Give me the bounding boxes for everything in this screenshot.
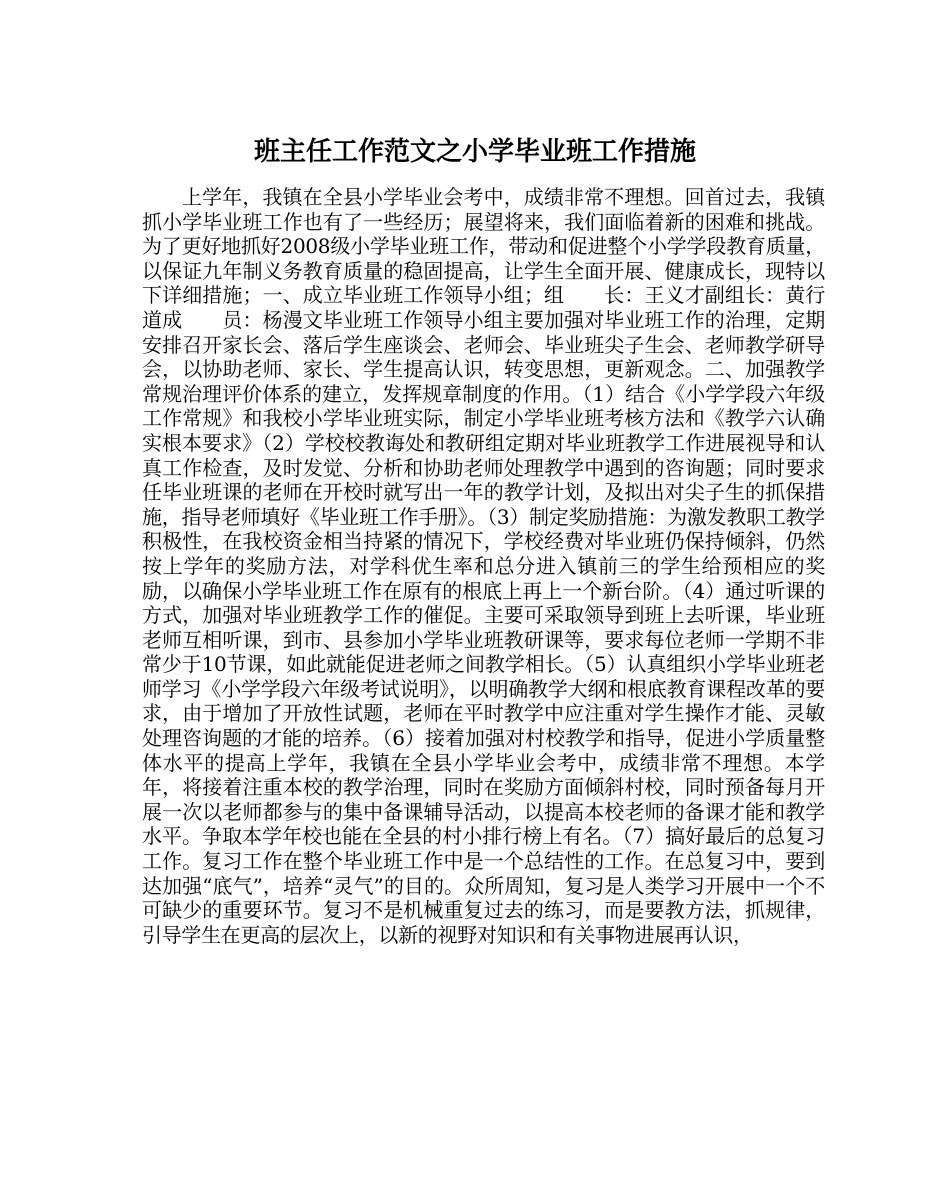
document-title: 班主任工作范文之小学毕业班工作措施: [253, 137, 696, 167]
document-body-paragraph: 上学年，我镇在全县小学毕业会考中，成绩非常不理想。回首过去，我镇抓小学毕业班工作也有了一些经历；展望将来，我们面临着新的困难和挑战。为了更好地抓好2008级小学毕业班工作，带动和促进整个小学学段教育质量，以保证九年制义务教育质量的稳固提高，让学生全面开展、健康成长，现特以下详细措施；一、成立毕业班工作领导小组；组 长：王义才副组长：黄行道成 员：杨漫文毕业班工作领导小组主要加强对毕业班工作的治理，定期安排召开家长会、落后学生座谈会、老师会、毕业班尖子生会、老师教学研导会，以协助老师、家长、学生提高认识，转变思想，更新观念。二、加强教学常规治理评价体系的建立，发挥规章制度的作用。（1）结合《小学学段六年级工作常规》和我校小学毕业班实际，制定小学毕业班考核方法和《教学六认确实根本要求》（2）学校校教诲处和教研组定期对毕业班教学工作进展视导和认真工作检查，及时发觉、分析和协助老师处理教学中遇到的咨询题；同时要求任毕业班课的老师在开校时就写出一年的教学计划，及拟出对尖子生的抓保措施，指导老师填好《毕业班工作手册》。（3）制定奖励措施：为激发教职工教学积极性，在我校资金相当持紧的情况下，学校经费对毕业班仍保持倾斜，仍然按上学年的奖励方法，对学科优生率和总分进入镇前三的学生给预相应的奖励，以确保小学毕业班工作在原有的根底上再上一个新台阶。（4）通过听课的方式，加强对毕业班教学工作的催促。主要可采取领导到班上去听课，毕业班老师互相听课，到市、县参加小学毕业班教研课等，要求每位老师一学期不非常少于10节课，如此就能促进老师之间教学相长。（5）认真组织小学毕业班老师学习《小学学段六年级考试说明》，以明确教学大纲和根底教育课程改革的要求，由于增加了开放性试题，老师在平时教学中应注重对学生操作才能、灵敏处理咨询题的才能的培养。（6）接着加强对村校教学和指导，促进小学质量整体水平的提高上学年，我镇在全县小学毕业会考中，成绩非常不理想。本学年，将接着注重本校的教学治理，同时在奖励方面倾斜村校，同时预备每月开展一次以老师都参与的集中备课辅导活动，以提高本校老师的备课才能和教学水平。争取本学年校也能在全县的村小排行榜上有名。（7）搞好最后的总复习工作。复习工作在整个毕业班工作中是一个总结性的工作。在总复习中，要到达加强“底气”，培养“灵气”的目的。众所周知，复习是人类学习开展中一个不可缺少的重要环节。复习不是机械重复过去的练习，而是要教方法，抓规律，引导学生在更高的层次上，以新的视野对知识和有关事物进展再认识，: [142, 185, 825, 947]
